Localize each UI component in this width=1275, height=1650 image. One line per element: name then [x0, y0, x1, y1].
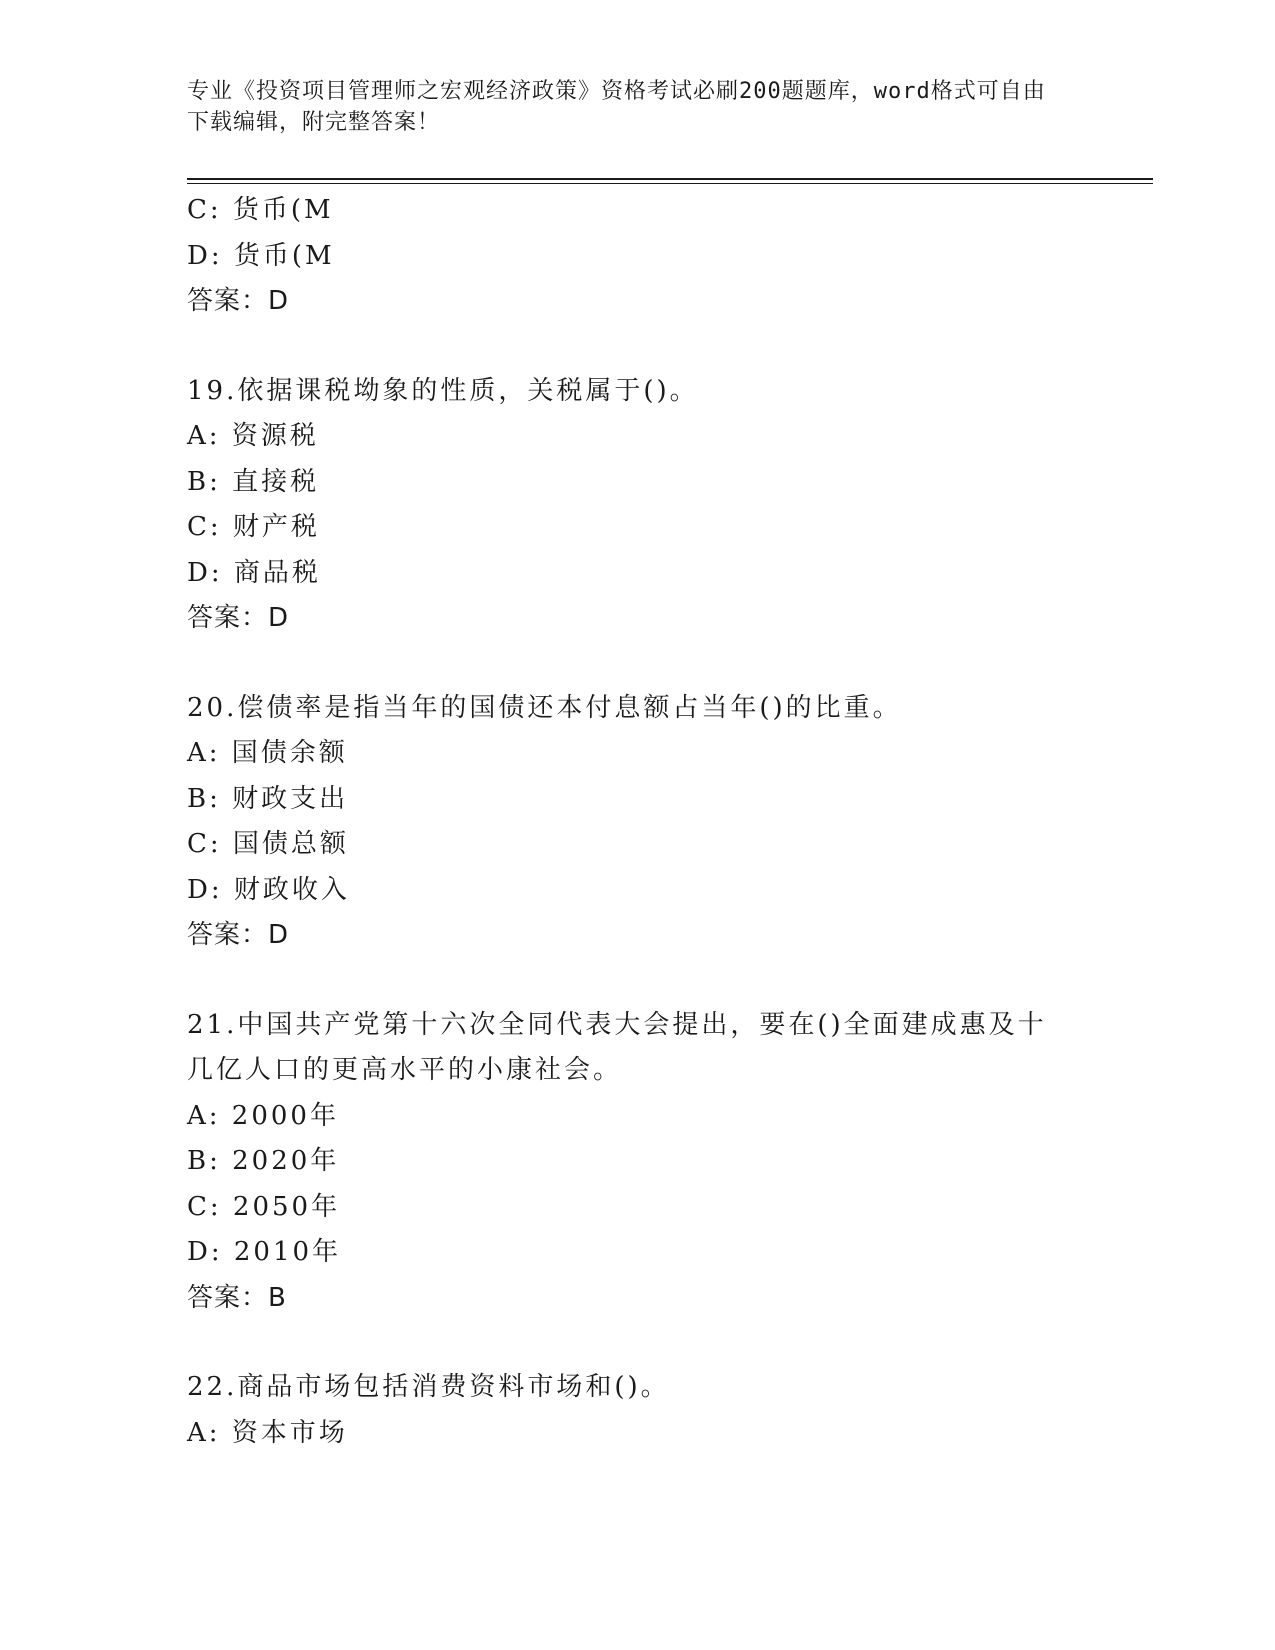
option-a: A: 资本市场: [187, 1417, 348, 1448]
answer: 答案：B: [187, 1282, 287, 1313]
question-text: 22.商品市场包括消费资料市场和()。: [187, 1372, 670, 1402]
option-c: C: 货币(M: [187, 195, 334, 225]
question-list: [187, 188, 1087, 1456]
option-a: A: 资源税: [187, 421, 319, 451]
header-divider: [187, 178, 1153, 180]
option-a: A: 2000年: [187, 1100, 339, 1131]
question-text: 21.中国共产党第十六次全同代表大会提出，要在()全面建成惠及十几亿人口的更高水平的小康社会。: [187, 1009, 1047, 1085]
question-fragment: [187, 188, 1087, 325]
question-19: [187, 369, 1087, 642]
option-a: A: 国债余额: [187, 738, 348, 768]
header-divider-thin: [187, 183, 1153, 184]
option-c: C: 2050年: [187, 1191, 341, 1222]
option-d: D: 财政收入: [187, 874, 350, 905]
option-b: B: 2020年: [187, 1146, 340, 1176]
option-d: D: 商品税: [187, 557, 321, 588]
question-21: [187, 1003, 1087, 1322]
option-d: D: 货币(M: [187, 240, 335, 271]
header-text: 专业《投资项目管理师之宏观经济政策》资格考试必刷200题题库，word格式可自由下载编辑，附完整答案！: [187, 79, 1046, 135]
option-c: C: 财产税: [187, 512, 320, 542]
option-d: D: 2010年: [187, 1237, 342, 1267]
option-c: C: 国债总额: [187, 829, 349, 859]
question-20: [187, 686, 1087, 959]
question-text: 19.依据课税坳象的性质，关税属于()。: [187, 375, 699, 406]
answer: 答案：D: [187, 920, 290, 950]
question-text: 20.偿债率是指当年的国债还本付息额占当年()的比重。: [187, 692, 902, 723]
answer: 答案：D: [187, 286, 290, 316]
answer: 答案：D: [187, 603, 290, 633]
document-header: [187, 76, 1067, 138]
question-22: [187, 1365, 1087, 1456]
option-b: B: 直接税: [187, 466, 320, 497]
option-b: B: 财政支出: [187, 783, 349, 814]
